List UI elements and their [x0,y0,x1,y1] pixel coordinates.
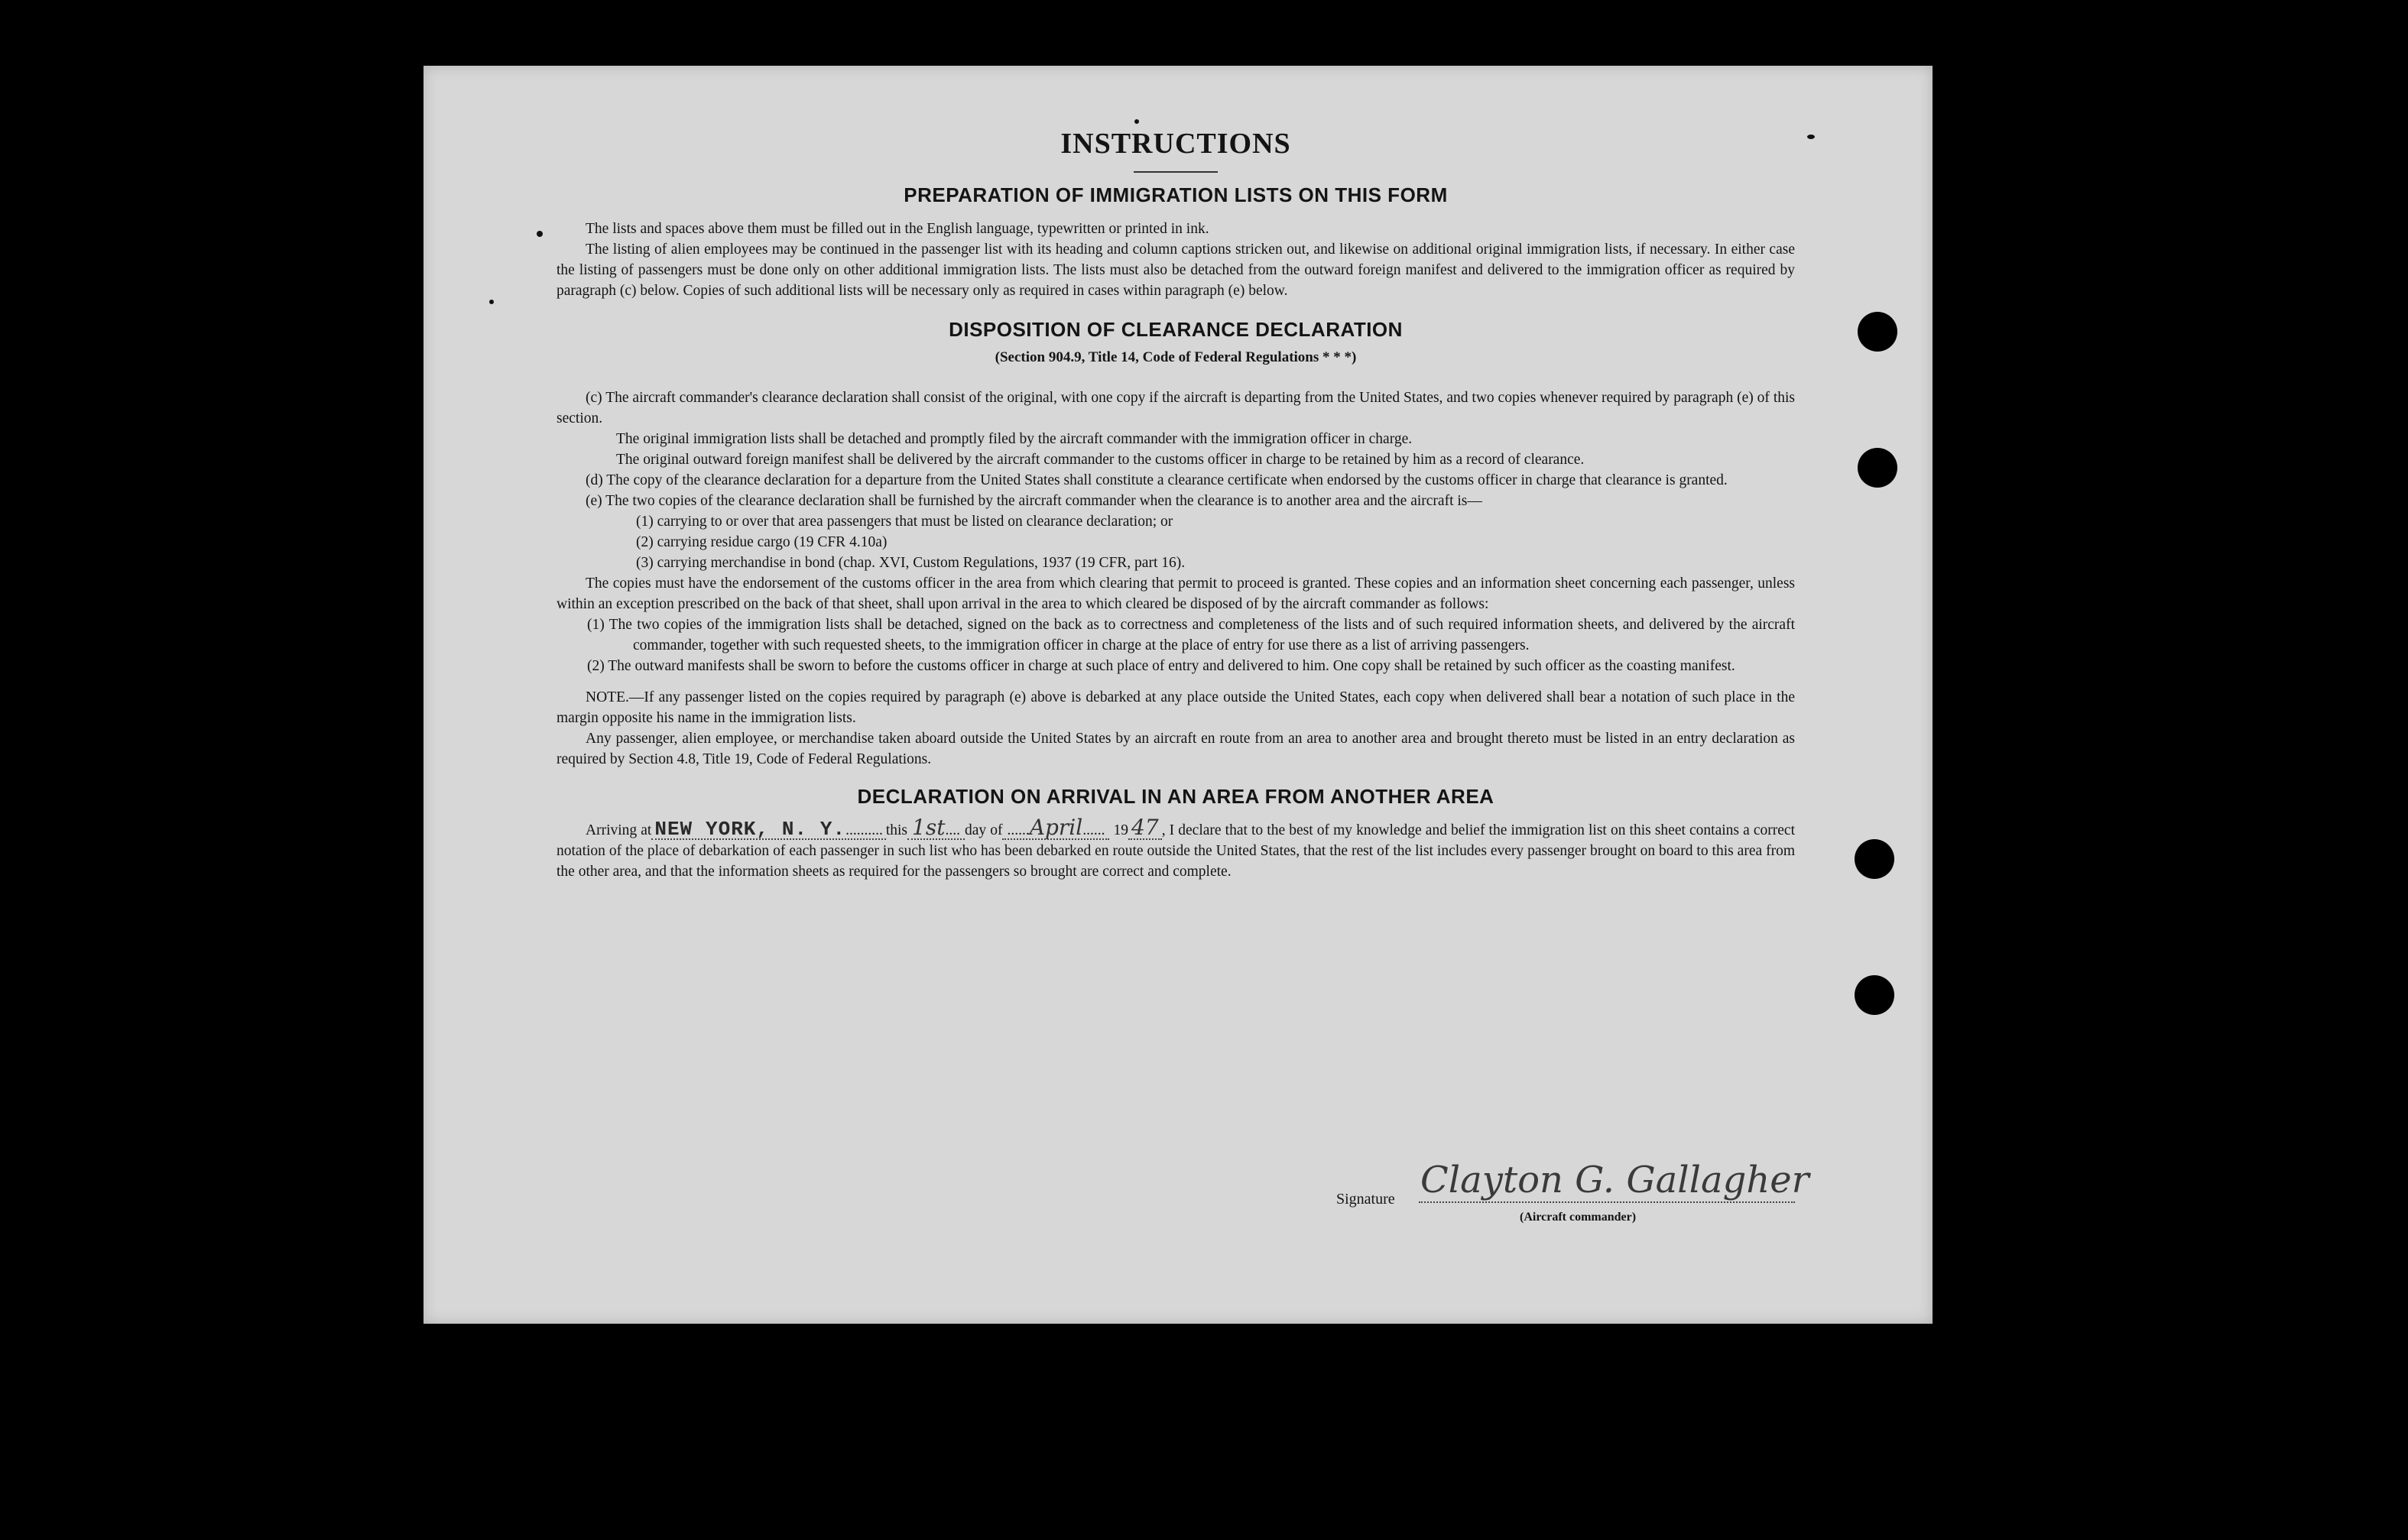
paragraph-f1: (1) The two copies of the immigration lists shall be detached, signed on the back as to correctness and completeness of the lists and of such required information sheets, and delivered by the aircraft commander, together with such requested sheets, to the immigration officer in charge at the place of entry for use there as a list of arriving passengers. [587,617,1795,653]
section-heading-declaration: DECLARATION ON ARRIVAL IN AN AREA FROM ANOTHER AREA [857,785,1494,808]
form-sheet [424,66,1933,1324]
section-disposition [557,387,1795,770]
paragraph: The listing of alien employees may be continued in the passenger list with its heading and column captions stricken out, and likewise on additional original immigration lists, if necessary. In either case the listing of passengers must be done only on other additional immigration lists. The lists must also be detached from the outward foreign manifest and delivered to the immigration officer as required by paragraph (c) below. Copies of such additional lists will be necessary only as required in cases within paragraph (e) below. [557,242,1795,299]
signature-value: Clayton G. Gallagher [1420,1159,1809,1201]
section-heading-preparation: PREPARATION OF IMMIGRATION LISTS ON THIS FORM [904,183,1448,206]
section-declaration [557,817,1795,882]
paragraph-any: Any passenger, alien employee, or merchandise taken aboard outside the United States by an aircraft en route from an area to another area and brought thereto must be listed in an entry declaration as required by Section 4.8, Title 19, Code of Federal Regulations. [557,731,1795,767]
paragraph-d: (d) The copy of the clearance declaration for a departure from the United States shall constitute a clearance certificate when endorsed by the customs officer in charge that clearance is granted. [586,472,1728,488]
speck [537,231,543,237]
signature-line[interactable] [1419,1201,1795,1203]
month-value: April [1029,815,1083,840]
punch-hole [1855,839,1894,879]
paragraph-e1: (1) carrying to or over that area passengers that must be listed on clearance declaration; or [636,514,1173,530]
day-value: 1st [912,815,946,840]
paragraph-c3: The original outward foreign manifest shall be delivered by the aircraft commander to the customs officer in charge to be retained by him as a record of clearance. [616,452,1585,468]
paragraph-c2: The original immigration lists shall be detached and promptly filed by the aircraft commander with the immigration officer in charge. [616,431,1413,447]
paragraph: The lists and spaces above them must be filled out in the English language, typewritten or printed in ink. [586,221,1209,237]
section-preparation [557,219,1795,301]
punch-hole [1858,448,1897,488]
speck [1134,119,1139,124]
section-heading-disposition: DISPOSITION OF CLEARANCE DECLARATION [949,318,1403,341]
month-field[interactable]: ......April...... [1002,822,1109,840]
punch-hole [1858,312,1897,352]
year-prefix: 19 [1113,822,1129,838]
speck [1807,135,1815,139]
signature-caption: (Aircraft commander) [1520,1211,1637,1224]
declaration-paragraph [557,817,1795,882]
page-title: INSTRUCTIONS [1060,128,1291,160]
paragraph-note: NOTE.—If any passenger listed on the copies required by paragraph (e) above is debarked at any place outside the United States, each copy when delivered shall bear a notation of such place in the margin opposite his name in the immigration lists. [557,689,1795,726]
day-field[interactable]: 1st.... [907,822,965,840]
paragraph-e: (e) The two copies of the clearance declaration shall be furnished by the aircraft commander when the clearance is to another area and the aircraft is— [586,493,1482,509]
day-label: day of [964,822,1003,838]
this-label: this [885,822,908,838]
paragraph-c: (c) The aircraft commander's clearance declaration shall consist of the original, with one copy if the aircraft is departing from the United States, and two copies whenever required by paragraph (e) of this section. [557,390,1795,426]
year-field[interactable] [1128,815,1162,840]
speck [489,300,494,304]
section-subheading: (Section 904.9, Title 14, Code of Federal Regulations * * *) [995,349,1357,365]
punch-hole [1855,975,1894,1015]
paragraph-f2: (2) The outward manifests shall be sworn to before the customs officer in charge at such place of entry and delivered to him. One copy shall be retained by such officer as the coasting manifest. [587,658,1735,674]
title-rule [1134,171,1218,173]
arriving-field[interactable]: NEW YORK, N. Y........... [651,822,886,840]
year-value: 47 [1131,815,1159,840]
declaration-text: , I declare that to the best of my knowledge and belief the immigration list on this sheet contains a correct notation of the place of debarkation of each passenger in such list who has been debarked en route outside the United States, that the rest of the list includes every passenger brought on board to this area from the other area, and that the information sheets as required for the passengers so brought are correct and complete. [557,822,1795,880]
signature-label: Signature [1336,1191,1395,1208]
signature-block [1336,1159,1809,1250]
paragraph-e2: (2) carrying residue cargo (19 CFR 4.10a) [636,534,888,550]
arriving-label: Arriving at [586,822,652,838]
arriving-value: NEW YORK, N. Y. [654,818,846,841]
paragraph-copies: The copies must have the endorsement of the customs officer in the area from which clearing that permit to proceed is granted. These copies and an information sheet concerning each passenger, unless within an exception prescribed on the back of that sheet, shall upon arrival in the area to which cleared be disposed of by the aircraft commander as follows: [557,575,1795,612]
paragraph-e3: (3) carrying merchandise in bond (chap. XVI, Custom Regulations, 1937 (19 CFR, part 16). [636,555,1186,571]
instructions-content [557,127,1809,1224]
